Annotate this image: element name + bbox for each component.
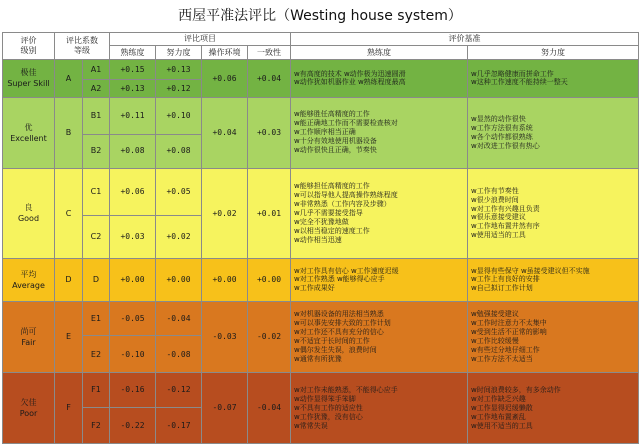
effort-coef-cell: -0.08 <box>156 336 202 373</box>
conditions-coef-cell: +0.02 <box>202 168 248 259</box>
effort-criteria-cell: w显然的动作很快 w工作方法很有系统 w各个动作都很熟练 w对改进工作很有热心 <box>468 97 639 168</box>
grade-name-cell <box>3 373 55 444</box>
grade-code-cell: E2 <box>83 336 110 373</box>
table-row <box>3 168 639 215</box>
header-coef-grade <box>55 33 110 60</box>
conditions-coef-cell: -0.03 <box>202 301 248 373</box>
table-row <box>3 373 639 408</box>
grade-letter-cell: E <box>55 301 83 373</box>
conditions-coef-cell: +0.06 <box>202 60 248 98</box>
effort-coef-cell: +0.05 <box>156 168 202 215</box>
grade-code-cell: B2 <box>83 134 110 168</box>
skill-criteria-cell: w有高度的技术 w动作极为迅速圆滑 w动作犹如机器作业 w熟练程度最高 <box>291 60 468 98</box>
grade-name-en: Average <box>12 280 45 290</box>
grade-name-zh: 优 <box>24 122 33 132</box>
table-row <box>3 97 639 134</box>
grade-name-zh: 极佳 <box>20 68 37 78</box>
rating-table-body <box>3 60 639 444</box>
grade-code-cell: D <box>83 259 110 301</box>
consistency-coef-cell: +0.00 <box>248 259 291 301</box>
skill-coef-cell: -0.16 <box>110 373 156 408</box>
skill-coef-cell: +0.11 <box>110 97 156 134</box>
skill-criteria-cell: w对工作具有信心 w工作速度迟缓 w对工作熟悉 w能够得心应手 w工作成果好 <box>291 259 468 301</box>
conditions-coef-cell: +0.00 <box>202 259 248 301</box>
skill-coef-cell: +0.00 <box>110 259 156 301</box>
skill-criteria-cell: w能够担任高精度的工作 w可以指导他人提高操作熟练程度 w非常熟悉（工作内容及步骤） w几乎不需要接受指导 w完全不犹豫地做 w以相当稳定的速度工作 w动作相当迅速 <box>291 168 468 259</box>
grade-code-cell: C2 <box>83 216 110 259</box>
skill-coef-cell: -0.10 <box>110 336 156 373</box>
effort-criteria-cell: w显得有些保守 w虽接受建议但不实施 w工作上有良好的安排 w自己拟订工作计划 <box>468 259 639 301</box>
westinghouse-rating-table <box>2 32 639 444</box>
skill-criteria-cell: w对工作未能熟悉，不能得心应手 w动作显得笨手笨脚 w不具有工作的适应性 w工作犹豫，没有信心 w常常失误 <box>291 373 468 444</box>
grade-code-cell: A2 <box>83 80 110 98</box>
header-eval-level <box>3 33 55 60</box>
effort-criteria-cell: w时间浪费较多，有多余动作 w对工作缺乏兴趣 w工作显得迟缓懒散 w工作地布置紊乱 w使用不适当的工具 <box>468 373 639 444</box>
grade-name-en: Excellent <box>10 133 47 143</box>
consistency-coef-cell: +0.03 <box>248 97 291 168</box>
grade-code-cell: B1 <box>83 97 110 134</box>
effort-coef-cell: +0.13 <box>156 60 202 80</box>
table-row <box>3 259 639 301</box>
conditions-coef-cell: -0.07 <box>202 373 248 444</box>
grade-code-cell: F2 <box>83 408 110 444</box>
grade-name-en: Good <box>17 214 40 224</box>
effort-criteria-cell: w几乎忽略健康而拼命工作 w这种工作速度不能持续一整天 <box>468 60 639 98</box>
skill-coef-cell: +0.03 <box>110 216 156 259</box>
effort-criteria-cell: w工作有节奏性 w很少浪费时间 w对工作有兴趣且负责 w很乐意接受建议 w工作地布置井然有序 w使用适当的工具 <box>468 168 639 259</box>
header-skill: 熟练度 <box>110 46 156 60</box>
header-effort-criteria: 努力度 <box>468 46 639 60</box>
header-effort: 努力度 <box>156 46 202 60</box>
consistency-coef-cell: +0.04 <box>248 60 291 98</box>
effort-coef-cell: +0.12 <box>156 80 202 98</box>
grade-code-cell: C1 <box>83 168 110 215</box>
effort-criteria-cell: w勉强接受建议 w工作时注意力不太集中 w受到生活不正常的影响 w工作比较缓慢 w有些过分地仔细工作 w工作方法不太适当 <box>468 301 639 373</box>
header-conditions: 操作环境 <box>202 46 248 60</box>
skill-coef-cell: -0.22 <box>110 408 156 444</box>
header-coef-grade-text: 评比系数 等级 <box>66 36 98 55</box>
grade-name-en: Poor <box>19 409 38 419</box>
grade-name-cell <box>3 301 55 373</box>
grade-name-zh: 良 <box>24 203 33 213</box>
header-consistency: 一致性 <box>248 46 291 60</box>
consistency-coef-cell: -0.04 <box>248 373 291 444</box>
grade-name-en: Super Skill <box>7 79 50 89</box>
skill-coef-cell: +0.08 <box>110 134 156 168</box>
grade-letter-cell: C <box>55 168 83 259</box>
effort-coef-cell: +0.08 <box>156 134 202 168</box>
header-eval-items: 评比项目 <box>110 33 291 46</box>
grade-letter-cell: F <box>55 373 83 444</box>
grade-name-cell <box>3 97 55 168</box>
grade-letter-cell: B <box>55 97 83 168</box>
header-criteria: 评价基准 <box>291 33 639 46</box>
effort-coef-cell: -0.17 <box>156 408 202 444</box>
header-skill-criteria: 熟练度 <box>291 46 468 60</box>
grade-name-en: Fair <box>21 337 36 347</box>
skill-coef-cell: +0.06 <box>110 168 156 215</box>
effort-coef-cell: -0.04 <box>156 301 202 336</box>
grade-name-cell <box>3 168 55 259</box>
grade-code-cell: E1 <box>83 301 110 336</box>
grade-code-cell: A1 <box>83 60 110 80</box>
grade-name-cell <box>3 60 55 98</box>
skill-criteria-cell: w能够胜任高精度的工作 w能正确地工作而不需要检查核对 w工作顺序相当正确 w十分有效地使用机器设备 w动作很快且正确，节奏快 <box>291 97 468 168</box>
conditions-coef-cell: +0.04 <box>202 97 248 168</box>
effort-coef-cell: +0.02 <box>156 216 202 259</box>
skill-criteria-cell: w对机器设备的用法相当熟悉 w可以事先安排大致的工作计划 w对工作还不具有充分的信心 w不适宜于长时间的工作 w偶尔发生失误，浪费时间 w通常有所犹豫 <box>291 301 468 373</box>
effort-coef-cell: -0.12 <box>156 373 202 408</box>
skill-coef-cell: +0.15 <box>110 60 156 80</box>
page-title: 西屋平准法评比（Westing house system） <box>178 8 462 24</box>
consistency-coef-cell: +0.01 <box>248 168 291 259</box>
header-eval-level-text: 评价 级别 <box>20 36 37 55</box>
grade-name-zh: 平均 <box>20 269 37 279</box>
grade-letter-cell: A <box>55 60 83 98</box>
skill-coef-cell: -0.05 <box>110 301 156 336</box>
grade-code-cell: F1 <box>83 373 110 408</box>
table-row <box>3 60 639 80</box>
grade-letter-cell: D <box>55 259 83 301</box>
table-row <box>3 301 639 336</box>
consistency-coef-cell: -0.02 <box>248 301 291 373</box>
grade-name-zh: 尚可 <box>20 326 37 336</box>
effort-coef-cell: +0.10 <box>156 97 202 134</box>
skill-coef-cell: +0.13 <box>110 80 156 98</box>
grade-name-cell <box>3 259 55 301</box>
grade-name-zh: 欠佳 <box>20 397 37 407</box>
effort-coef-cell: +0.00 <box>156 259 202 301</box>
